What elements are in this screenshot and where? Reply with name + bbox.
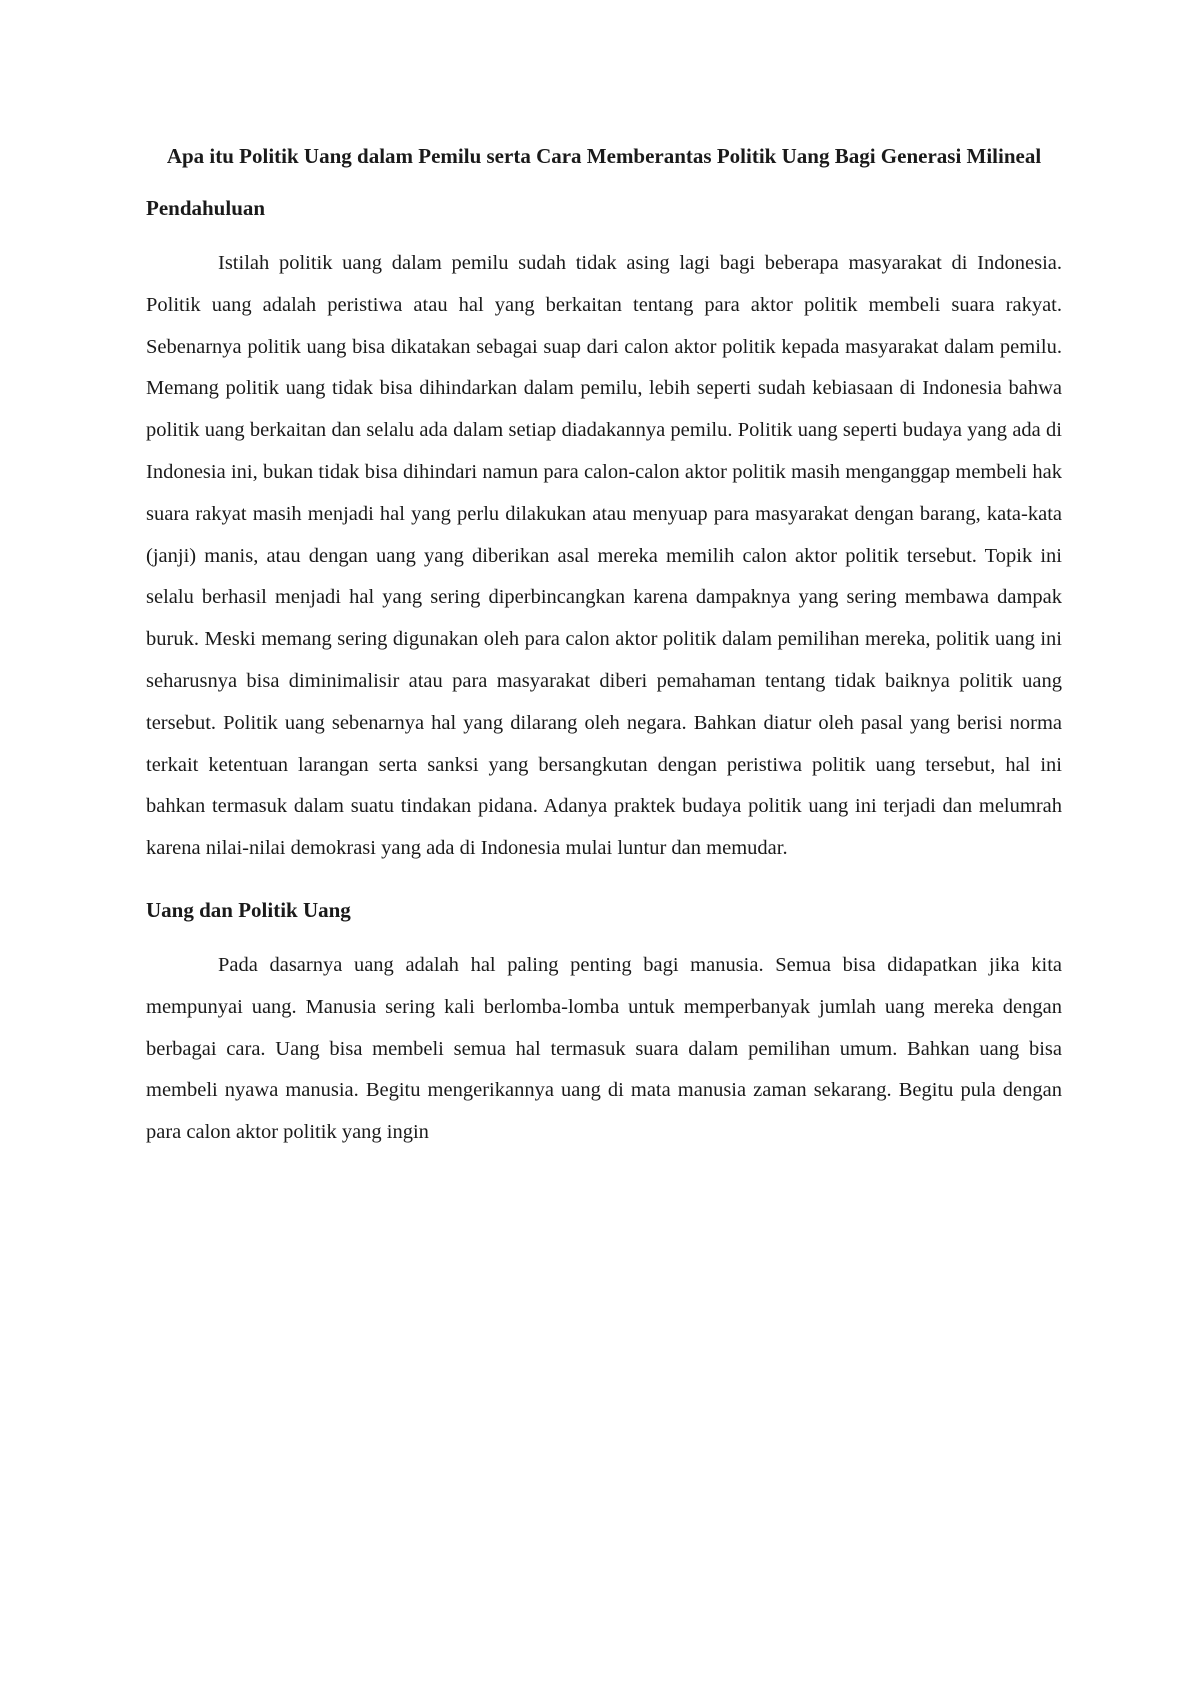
section-heading-pendahuluan: Pendahuluan [146, 196, 266, 220]
paragraph-uang-dan-politik-uang: Pada dasarnya uang adalah hal paling penting bagi manusia. Semua bisa didapatkan jika kita mempunyai uang. Manusia sering kali berlomba-lomba untuk memperbanyak jumlah uang mereka dengan berbagai cara. Uang bisa membeli semua hal termasuk suara dalam pemilihan umum. Bahkan uang bisa membeli nyawa manusia. Begitu mengerikannya uang di mata manusia zaman sekarang. Begitu pula dengan para calon aktor politik yang ingin [146, 953, 1062, 1144]
paragraph-pendahuluan: Istilah politik uang dalam pemilu sudah tidak asing lagi bagi beberapa masyarakat di Indonesia. Politik uang adalah peristiwa atau hal yang berkaitan tentang para aktor politik membeli suara rakyat. Sebenarnya politik uang bisa dikatakan sebagai suap dari calon aktor politik kepada masyarakat dalam pemilu. Memang politik uang tidak bisa dihindarkan dalam pemilu, lebih seperti sudah kebiasaan di Indonesia bahwa politik uang berkaitan dan selalu ada dalam setiap diadakannya pemilu. Politik uang seperti budaya yang ada di Indonesia ini, bukan tidak bisa dihindari namun para calon-calon aktor politik masih menganggap membeli hak suara rakyat masih menjadi hal yang perlu dilakukan atau menyuap para masyarakat dengan barang, kata-kata (janji) manis, atau dengan uang yang diberikan asal mereka memilih calon aktor politik tersebut. Topik ini selalu berhasil menjadi hal yang sering diperbincangkan karena dampaknya yang sering membawa dampak buruk. Meski memang sering digunakan oleh para calon aktor politik dalam pemilihan mereka, politik uang ini seharusnya bisa diminimalisir atau para masyarakat diberi pemahaman tentang tidak baiknya politik uang tersebut. Politik uang sebenarnya hal yang dilarang oleh negara. Bahkan diatur oleh pasal yang berisi norma terkait ketentuan larangan serta sanksi yang bersangkutan dengan peristiwa politik uang tersebut, hal ini bahkan termasuk dalam suatu tindakan pidana. Adanya praktek budaya politik uang ini terjadi dan melumrah karena nilai-nilai demokrasi yang ada di Indonesia mulai luntur dan memudar. [146, 252, 1062, 860]
document-body [146, 136, 1062, 1154]
section-heading-uang-dan-politik-uang: Uang dan Politik Uang [146, 897, 351, 922]
document-title: Apa itu Politik Uang dalam Pemilu serta Cara Memberantas Politik Uang Bagi Generasi Milineal [166, 144, 1042, 168]
